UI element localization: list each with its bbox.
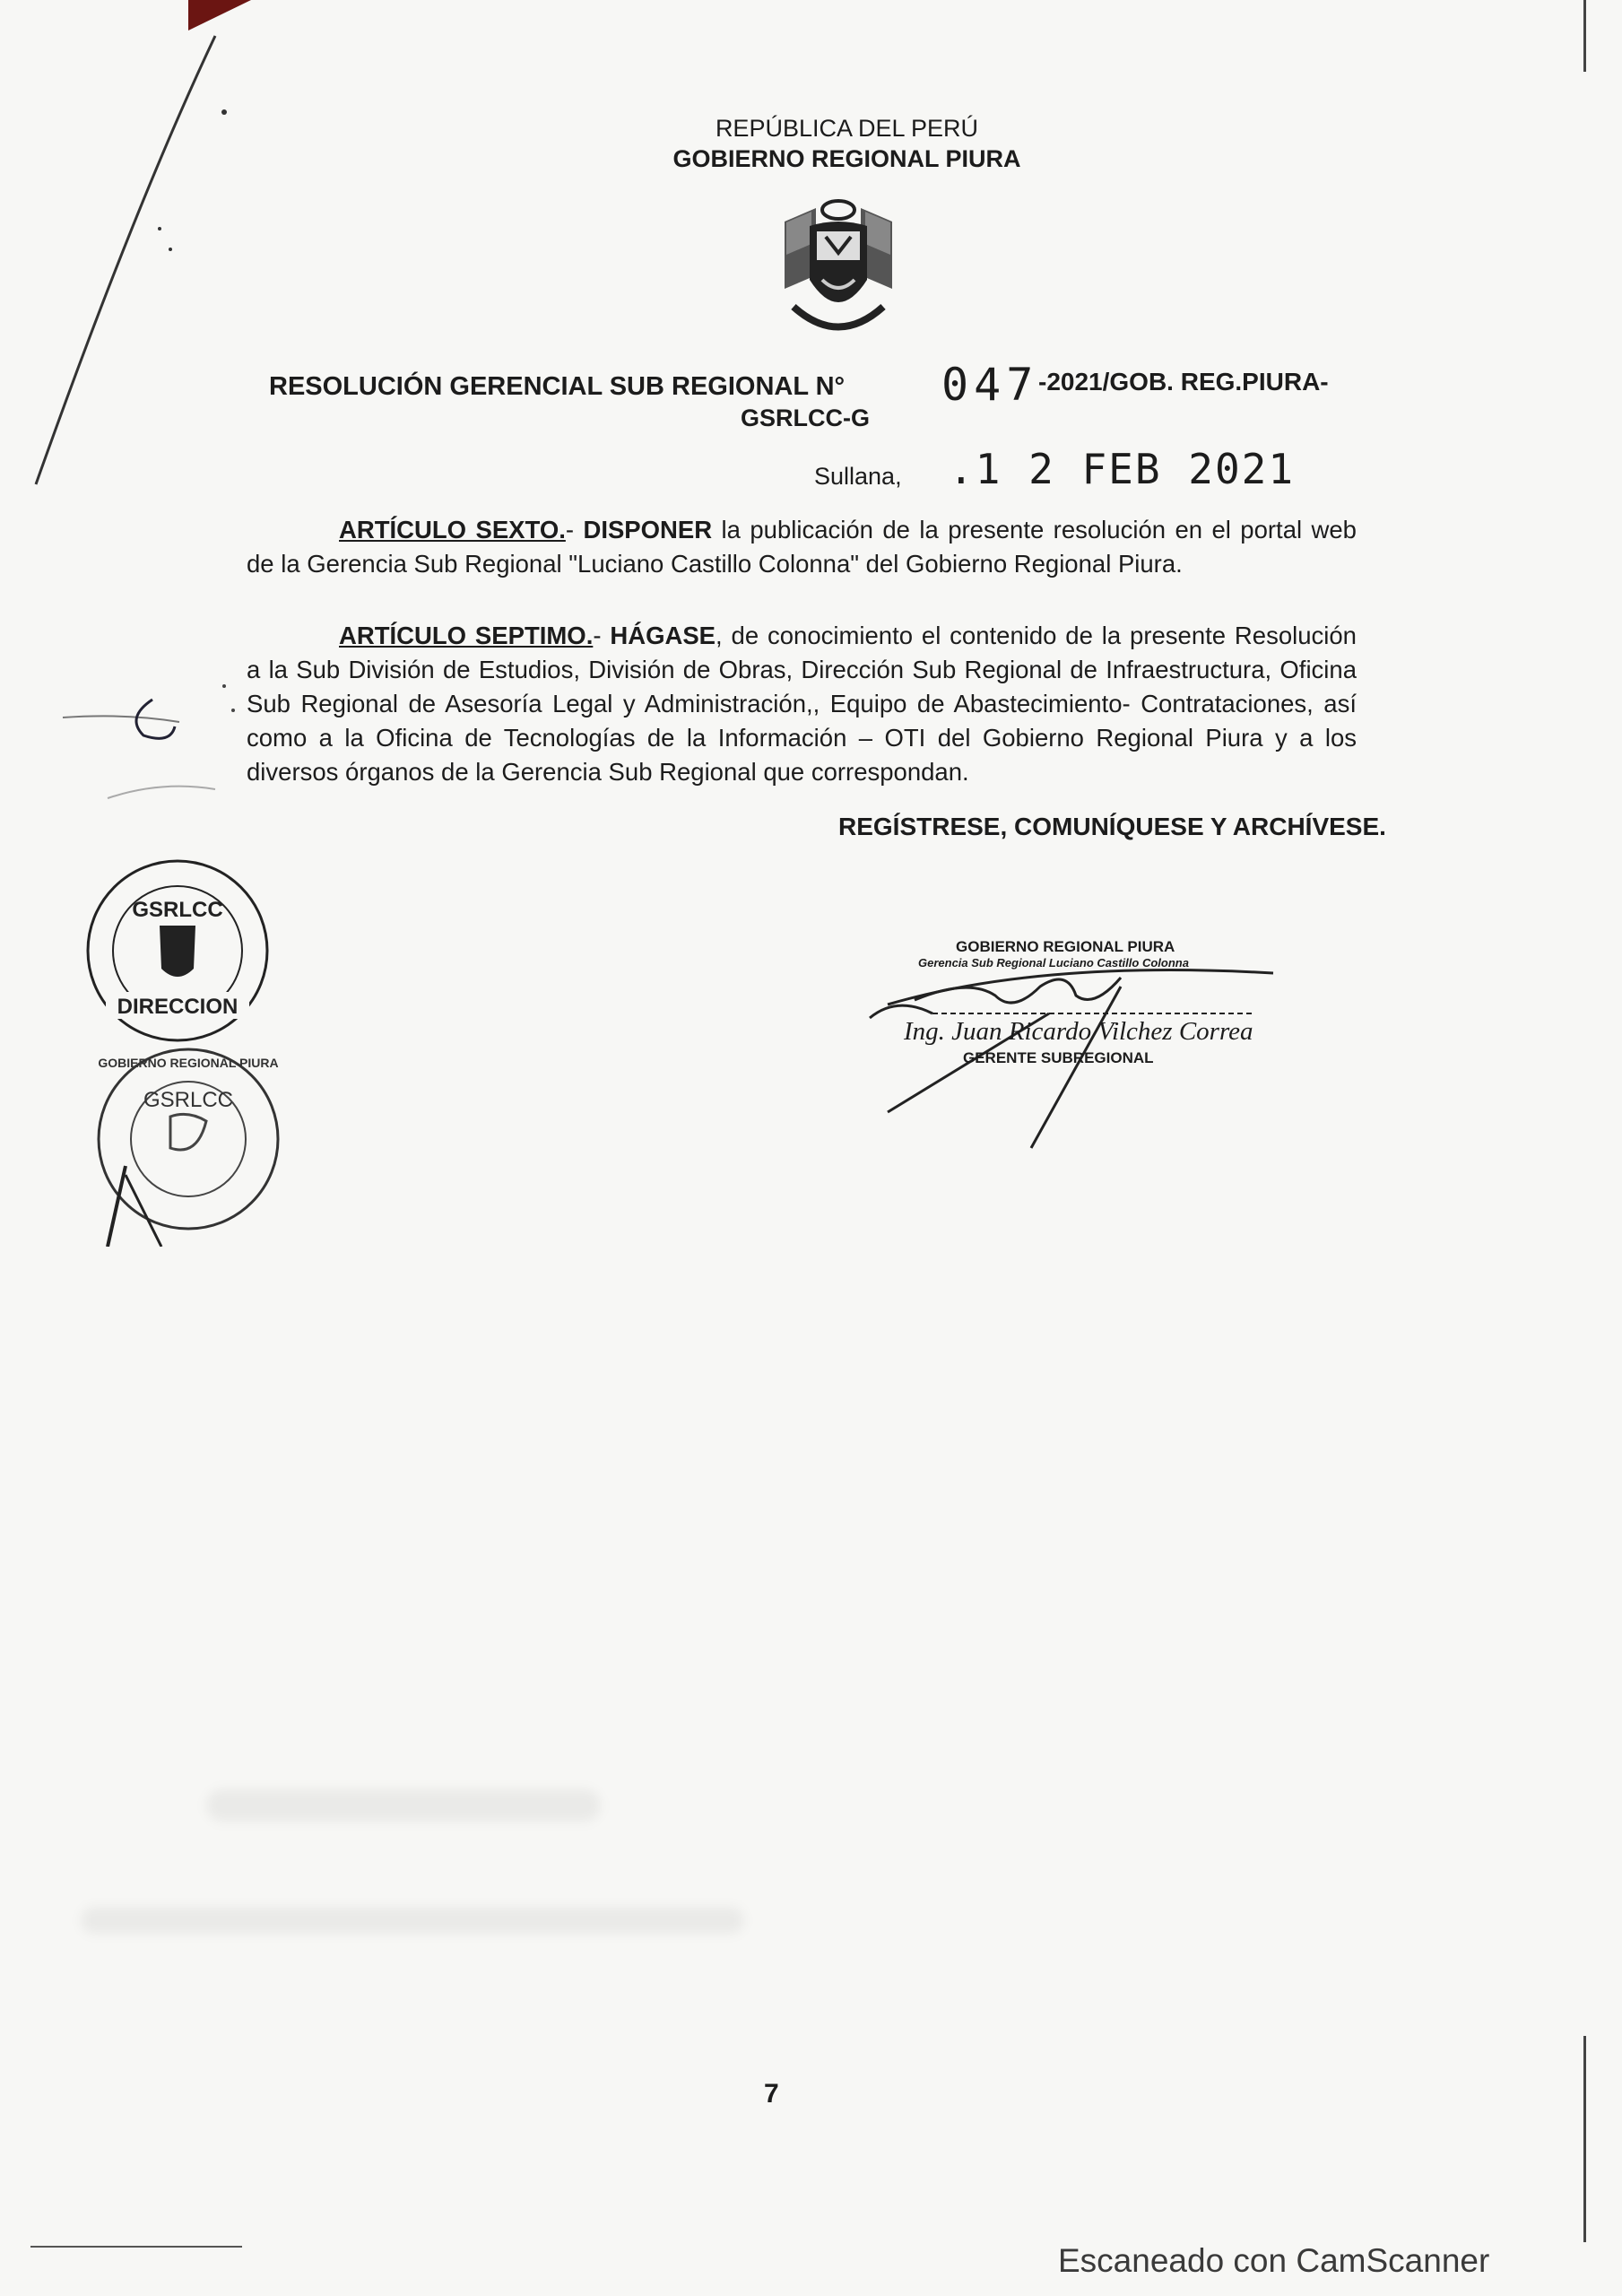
stamp-label-text: DIRECCION [117, 995, 239, 1019]
margin-initials-mark [54, 664, 251, 825]
article-seventh [247, 619, 1357, 789]
scan-smudge [206, 1789, 601, 1822]
page-edge-bottom [1583, 2036, 1586, 2242]
article-lead: ARTÍCULO SEPTIMO. [339, 622, 594, 649]
regional-seal-stamp [90, 1040, 287, 1247]
page-edge-top [1583, 0, 1586, 72]
page-number: 7 [764, 2079, 779, 2109]
dependency-seal-stamp [79, 843, 276, 1058]
stamp-ring-text: GOBIERNO REGIONAL PIURA [98, 1056, 279, 1070]
stamp-org-text: GSRLCC [143, 1088, 234, 1112]
article-sixth [247, 513, 1357, 581]
stamp-org-text: GSRLCC [132, 898, 223, 922]
country-heading: REPÚBLICA DEL PERÚ [715, 115, 979, 142]
article-verb: DISPONER [583, 516, 713, 544]
peru-coat-of-arms-icon [767, 190, 910, 343]
article-text: la publicación de la presente resolución en el portal web de la Gerencia Sub Regional "Luciano Castillo Colonna" del Gobierno Regional Piura. [247, 516, 1357, 578]
closing-formula: REGÍSTRESE, COMUNÍQUESE Y ARCHÍVESE. [838, 813, 1386, 840]
article-separator: - [593, 622, 611, 649]
resolution-title: RESOLUCIÓN GERENCIAL SUB REGIONAL N° [269, 372, 846, 401]
scanner-watermark: Escaneado con CamScanner [1058, 2242, 1490, 2279]
signatory-name: Ing. Juan Ricardo Vilchez Correa [904, 1017, 1253, 1046]
resolution-date: .1 2 FEB 2021 [949, 445, 1296, 493]
article-lead: ARTÍCULO SEXTO. [339, 516, 566, 544]
article-separator: - [565, 516, 584, 544]
resolution-location: Sullana, [814, 463, 902, 490]
signature-org: GOBIERNO REGIONAL PIURA [956, 938, 1175, 955]
resolution-number: 047 [941, 359, 1039, 411]
page-fold-line [0, 0, 269, 502]
government-heading: GOBIERNO REGIONAL PIURA [672, 145, 1021, 172]
article-text: , de conocimiento el contenido de la presente Resolución a la Sub División de Estudios, División de Obras, Dirección Sub Regional de Infraestructura, Oficina Sub Regional de Asesoría Legal y Administración,, Equipo de Abastecimiento- Contrataciones, así como a la Oficina de Tecnologías de la Información – OTI del Gobierno Regional Piura y a los diversos órganos de la Gerencia Sub Regional que correspondan. [247, 622, 1357, 786]
bottom-rule [30, 2246, 242, 2248]
resolution-suffix: -2021/GOB. REG.PIURA- [1038, 368, 1329, 396]
scan-smudge [81, 1907, 744, 1934]
signatory-role: GERENTE SUBREGIONAL [963, 1049, 1154, 1066]
signature-sub-org: Gerencia Sub Regional Luciano Castillo Colonna [918, 956, 1189, 970]
article-verb: HÁGASE [610, 622, 716, 649]
resolution-title-line2: GSRLCC-G [741, 404, 870, 431]
